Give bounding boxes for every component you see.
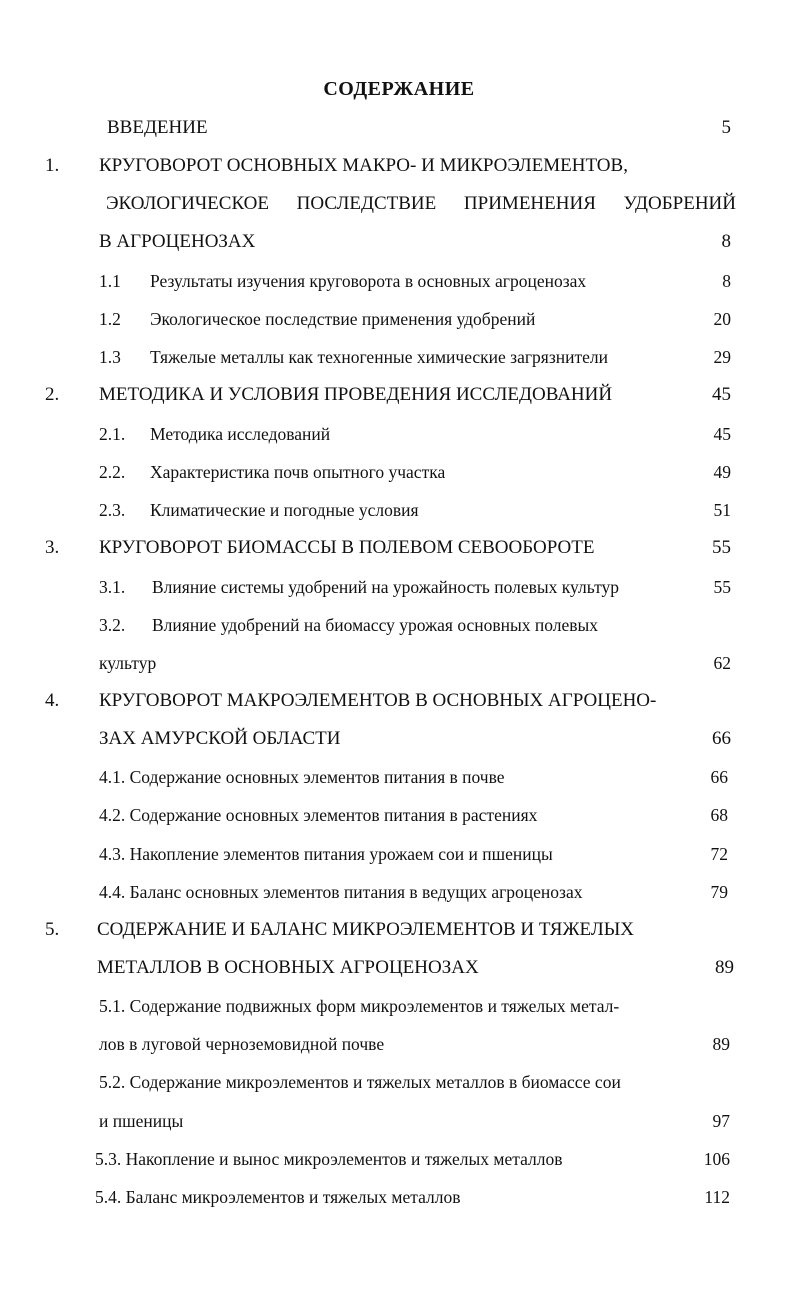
toc-section-1-3 [0, 342, 798, 372]
section-number: 1.3 [99, 347, 121, 367]
chapter-number: 3. [45, 537, 60, 558]
section-page: 97 [712, 1111, 730, 1131]
toc-section-4-3 [0, 839, 798, 869]
toc-section-3-1 [0, 572, 798, 602]
section-title-line: и пшеницы [99, 1111, 184, 1131]
section-title: Характеристика почв опытного участка [150, 462, 446, 482]
chapter-page: 8 [721, 231, 731, 252]
section-title-cont: культур [99, 653, 157, 673]
toc-section-3-2 [0, 610, 798, 640]
section-title: Тяжелые металлы как техногенные химические загрязнители [150, 347, 608, 367]
section-page: 55 [713, 577, 731, 597]
section-title: Результаты изучения круговорота в основных агроценозах [150, 271, 587, 291]
toc-section-5-1 [0, 991, 798, 1021]
section-title: Экологическое последствие применения удобрений [150, 309, 536, 329]
section-title: Климатические и погодные условия [150, 500, 419, 520]
section-page: 20 [713, 309, 731, 329]
toc-section-2-3 [0, 495, 798, 525]
toc-section-1-1 [0, 266, 798, 296]
section-title: 4.4. Баланс основных элементов питания в ведущих агроценозах [99, 882, 583, 902]
chapter-title-line: КРУГОВОРОТ ОСНОВНЫХ МАКРО- И МИКРОЭЛЕМЕНТОВ, [99, 155, 628, 176]
toc-section-4-4 [0, 877, 798, 907]
section-title: Влияние системы удобрений на урожайность полевых культур [152, 577, 620, 597]
section-page: 68 [710, 805, 728, 825]
section-page: 51 [713, 500, 731, 520]
toc-section-5-2 [0, 1067, 798, 1097]
toc-chapter-4-line-2 [0, 724, 798, 754]
section-title: 4.1. Содержание основных элементов питания в почве [99, 767, 505, 787]
toc-entry-intro [0, 113, 798, 143]
toc-section-5-1-cont [0, 1029, 798, 1059]
section-title-line: лов в луговой черноземовидной почве [99, 1034, 385, 1054]
section-number: 3.1. [99, 577, 126, 597]
section-page: 66 [710, 767, 728, 787]
section-title: 4.2. Содержание основных элементов питания в растениях [99, 805, 538, 825]
toc-section-5-2-cont [0, 1106, 798, 1136]
section-number: 1.1 [99, 271, 121, 291]
section-title: 5.3. Накопление и вынос микроэлементов и тяжелых металлов [95, 1149, 563, 1169]
toc-section-2-1 [0, 419, 798, 449]
section-page: 29 [713, 347, 731, 367]
section-page: 8 [722, 271, 731, 291]
section-title: 4.3. Накопление элементов питания урожаем сои и пшеницы [99, 844, 553, 864]
toc-chapter-4 [0, 686, 798, 716]
section-title-line: 5.2. Содержание микроэлементов и тяжелых металлов в биомассе сои [99, 1072, 621, 1092]
toc-section-4-2 [0, 800, 798, 830]
chapter-number: 5. [45, 919, 60, 940]
section-page: 49 [713, 462, 731, 482]
toc-chapter-1-line-2 [0, 189, 798, 219]
chapter-number: 2. [45, 384, 60, 405]
section-page: 62 [713, 653, 731, 673]
chapter-title-line: ЗАХ АМУРСКОЙ ОБЛАСТИ [99, 728, 341, 749]
section-number: 2.1. [99, 424, 126, 444]
toc-chapter-1 [0, 151, 798, 181]
toc-entry-page: 5 [721, 117, 731, 138]
toc-section-4-1 [0, 762, 798, 792]
toc-chapter-2 [0, 380, 798, 410]
toc-chapter-5 [0, 915, 798, 945]
section-number: 2.2. [99, 462, 126, 482]
section-page: 79 [710, 882, 728, 902]
chapter-page: 55 [712, 537, 731, 558]
section-title-line: 5.1. Содержание подвижных форм микроэлементов и тяжелых метал- [99, 996, 620, 1016]
section-page: 72 [710, 844, 728, 864]
toc-chapter-1-line-3 [0, 227, 798, 257]
chapter-page: 89 [715, 957, 734, 978]
chapter-title-line: В АГРОЦЕНОЗАХ [99, 231, 256, 252]
section-title: Влияние удобрений на биомассу урожая основных полевых [152, 615, 599, 635]
toc-entry-title: ВВЕДЕНИЕ [107, 117, 208, 138]
section-title: 5.4. Баланс микроэлементов и тяжелых металлов [95, 1187, 461, 1207]
chapter-title-line: ЭКОЛОГИЧЕСКОЕ ПОСЛЕДСТВИЕ ПРИМЕНЕНИЯ УДОБРЕНИЙ [106, 193, 736, 214]
chapter-page: 66 [712, 728, 731, 749]
section-page: 112 [704, 1187, 730, 1207]
chapter-number: 4. [45, 690, 60, 711]
toc-chapter-5-line-2 [0, 953, 798, 983]
section-page: 106 [703, 1149, 730, 1169]
section-title: Методика исследований [150, 424, 331, 444]
chapter-title-line: КРУГОВОРОТ МАКРОЭЛЕМЕНТОВ В ОСНОВНЫХ АГРОЦЕНО- [99, 690, 657, 711]
section-number: 1.2 [99, 309, 121, 329]
chapter-title: МЕТОДИКА И УСЛОВИЯ ПРОВЕДЕНИЯ ИССЛЕДОВАНИЙ [99, 384, 613, 405]
section-number: 3.2. [99, 615, 126, 635]
toc-section-5-4 [0, 1182, 798, 1212]
page-title: СОДЕРЖАНИЕ [323, 78, 475, 100]
chapter-page: 45 [712, 384, 731, 405]
chapter-title-line: МЕТАЛЛОВ В ОСНОВНЫХ АГРОЦЕНОЗАХ [97, 957, 479, 978]
toc-section-3-2-cont [0, 648, 798, 678]
toc-chapter-3 [0, 533, 798, 563]
chapter-title-line: СОДЕРЖАНИЕ И БАЛАНС МИКРОЭЛЕМЕНТОВ И ТЯЖЕЛЫХ [97, 919, 635, 940]
chapter-title: КРУГОВОРОТ БИОМАССЫ В ПОЛЕВОМ СЕВООБОРОТЕ [99, 537, 595, 558]
section-page: 45 [713, 424, 731, 444]
toc-section-5-3 [0, 1144, 798, 1174]
section-number: 2.3. [99, 500, 126, 520]
toc-section-1-2 [0, 304, 798, 334]
toc-section-2-2 [0, 457, 798, 487]
section-page: 89 [712, 1034, 730, 1054]
chapter-number: 1. [45, 155, 60, 176]
